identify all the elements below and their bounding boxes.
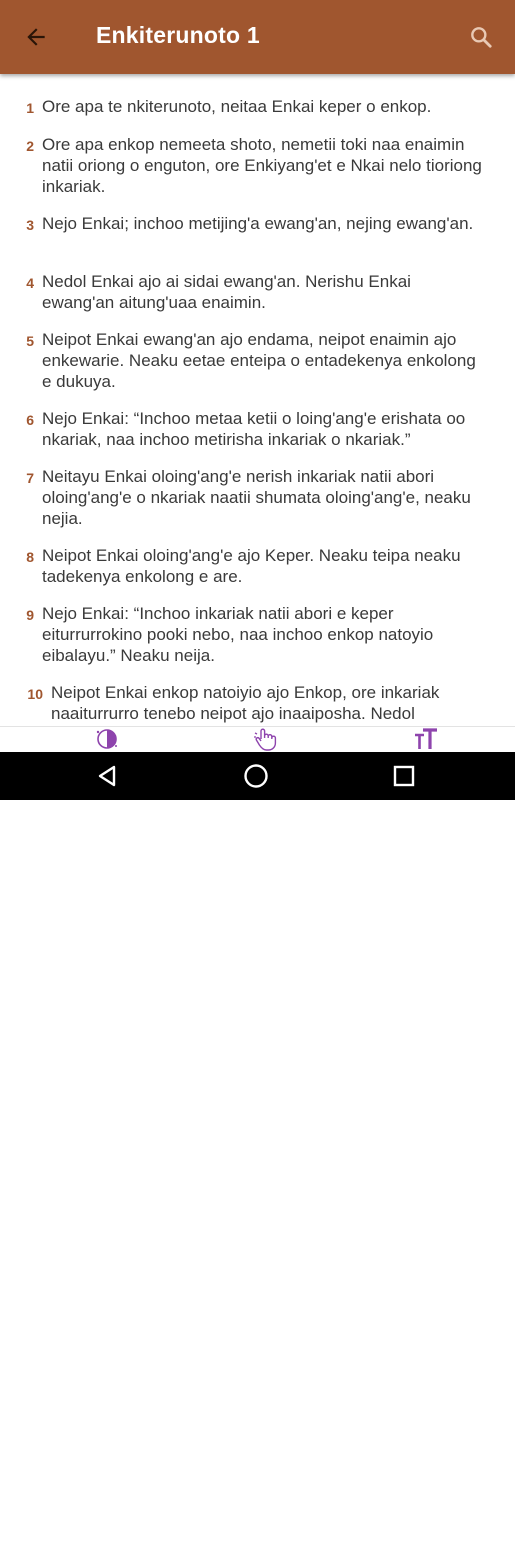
verse-number: 7 (26, 470, 34, 486)
verse-item[interactable] (0, 603, 515, 666)
touch-gesture-button[interactable] (246, 727, 286, 753)
nav-back-icon (94, 763, 120, 789)
verse-text: Nedol Enkai ajo ai sidai ewang'an. Nerishu Enkai ewang'an aitung'uaa enaimin. (42, 272, 411, 312)
back-button[interactable] (16, 19, 56, 55)
verse-item[interactable] (0, 96, 515, 117)
verse-number: 9 (26, 607, 34, 623)
verse-text: Nejo Enkai: “Inchoo inkariak natii abori e keper eiturrurrokino pooki nebo, naa inchoo enkop natoyio eibalayu.” Neaku neija. (42, 604, 434, 665)
verse-number: 5 (26, 333, 34, 349)
verse-number: 6 (26, 412, 34, 428)
verse-text: Nejo Enkai; inchoo metijing'a ewang'an, nejing ewang'an. (42, 214, 474, 233)
search-button[interactable] (463, 19, 499, 55)
verse-list[interactable] (0, 74, 515, 726)
arrow-back-icon (23, 24, 49, 50)
verse-text: Neipot Enkai ewang'an ajo endama, neipot enaimin ajo enkewarie. Neaku eetae enteipa o entadekenya enkolong e dukuya. (42, 330, 476, 391)
text-size-button[interactable] (406, 727, 446, 753)
verse-item[interactable] (0, 545, 515, 587)
nav-home-icon (242, 762, 270, 790)
verse-number: 1 (26, 100, 34, 116)
nav-home-button[interactable] (236, 758, 276, 794)
verse-number: 8 (26, 549, 34, 565)
app-bar (0, 0, 515, 74)
verse-item[interactable] (0, 134, 515, 197)
verse-item[interactable] (0, 408, 515, 450)
verse-text: Nejo Enkai: “Inchoo metaa ketii o loing'ang'e erishata oo nkariak, naa inchoo metirisha inkariak o nkariak.” (42, 409, 466, 449)
watermark-text: free for personal use (4, 1535, 222, 1560)
search-icon (468, 24, 494, 50)
verse-item[interactable] (0, 213, 515, 234)
verse-item[interactable] (0, 682, 515, 724)
system-nav-bar (0, 752, 515, 1560)
verse-text: Ore apa enkop nemeeta shoto, nemetii toki naa enaimin natii oriong o enguton, ore Enkiyang'et e Nkai nelo tioriong inkariak. (42, 135, 482, 196)
verse-item[interactable] (0, 329, 515, 392)
verse-number: 3 (26, 217, 34, 233)
text-size-icon (411, 727, 441, 751)
verse-text: Neipot Enkai oloing'ang'e ajo Keper. Neaku teipa neaku tadekenya enkolong e are. (42, 546, 461, 586)
verse-number: 2 (26, 138, 34, 154)
night-mode-icon (92, 727, 122, 751)
nav-recents-icon (391, 763, 417, 789)
verse-text: Neitayu Enkai oloing'ang'e nerish inkariak natii abori oloing'ang'e o nkariak naatii shumata oloing'ang'e, neaku nejia. (42, 467, 471, 528)
verse-number: 10 (27, 686, 43, 702)
nav-back-button[interactable] (87, 758, 127, 794)
verse-number: 4 (26, 275, 34, 291)
touch-gesture-icon (251, 727, 281, 751)
verse-text: Neipot Enkai enkop natoiyio ajo Enkop, ore inkariak naaiturrurro tenebo neipot ajo inaaiposha. Nedol (51, 683, 440, 723)
verse-item[interactable] (0, 466, 515, 529)
nav-recents-button[interactable] (384, 758, 424, 794)
verse-item[interactable] (0, 271, 515, 313)
page-title: Enkiterunoto 1 (96, 22, 260, 48)
verse-text: Ore apa te nkiterunoto, neitaa Enkai keper o enkop. (42, 97, 432, 116)
night-mode-button[interactable] (87, 727, 127, 753)
bottom-action-bar (0, 726, 515, 752)
